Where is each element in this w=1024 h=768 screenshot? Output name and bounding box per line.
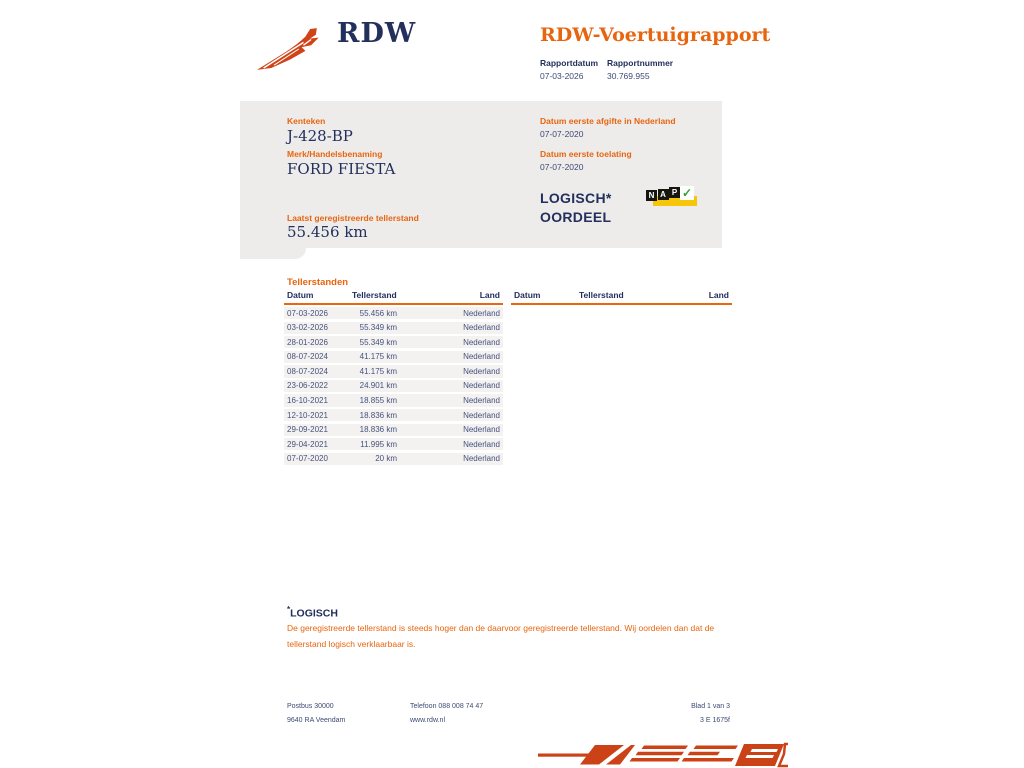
merk-value: FORD FIESTA: [287, 160, 396, 178]
tellerstanden-section-title: Tellerstanden: [287, 277, 349, 288]
table-cell: 55.456 km: [359, 308, 397, 318]
table-cell: 11.995 km: [360, 439, 397, 449]
table-cell: 20 km: [375, 454, 397, 464]
vehicle-summary-panel-tab: [240, 248, 306, 259]
table-cell: 18.836 km: [359, 425, 397, 435]
table-cell: Nederland: [463, 454, 500, 464]
table-cell: 29-09-2021: [287, 425, 328, 435]
table-cell: 16-10-2021: [287, 396, 328, 406]
table-cell: Nederland: [463, 323, 500, 333]
report-number-value: 30.769.955: [607, 71, 650, 81]
column-header-tellerstand: Tellerstand: [352, 290, 397, 300]
report-number-label: Rapportnummer: [607, 58, 674, 68]
table-cell: Nederland: [463, 366, 500, 376]
footer-address-line1: Postbus 30000: [287, 703, 334, 710]
nap-letter-n: N: [646, 190, 657, 201]
eerste-afgifte-label: Datum eerste afgifte in Nederland: [540, 116, 676, 126]
column-header-datum: Datum: [514, 290, 541, 300]
table-cell: 18.855 km: [359, 396, 397, 406]
table-cell: 18.836 km: [359, 410, 397, 420]
footer-page-number: Blad 1 van 3: [691, 703, 730, 710]
report-date-value: 07-03-2026: [540, 71, 584, 81]
oordeel-line1: LOGISCH*: [540, 190, 612, 206]
table-cell: 55.349 km: [359, 337, 397, 347]
column-header-datum: Datum: [287, 290, 314, 300]
table-cell: 08-07-2024: [287, 366, 328, 376]
eerste-toelating-value: 07-07-2020: [540, 162, 584, 172]
kenteken-value: J-428-BP: [287, 127, 353, 145]
table-header-row: [511, 290, 732, 305]
laatste-tellerstand-value: 55.456 km: [287, 223, 368, 241]
table-cell: Nederland: [463, 337, 500, 347]
report-date-label: Rapportdatum: [540, 58, 599, 68]
table-cell: 29-04-2021: [287, 439, 328, 449]
table-row: [284, 365, 503, 377]
tellerstanden-table-left: [284, 290, 503, 467]
table-cell: Nederland: [463, 439, 500, 449]
table-body: [284, 307, 503, 465]
table-cell: Nederland: [463, 381, 500, 391]
table-cell: 12-10-2021: [287, 410, 328, 420]
table-cell: Nederland: [463, 396, 500, 406]
table-cell: 08-07-2024: [287, 352, 328, 362]
rdw-bird-logo-icon: [256, 26, 332, 72]
table-cell: Nederland: [463, 410, 500, 420]
table-row: [284, 322, 503, 334]
column-header-land: Land: [708, 290, 729, 300]
footer-website: www.rdw.nl: [410, 717, 446, 724]
table-cell: Nederland: [463, 352, 500, 362]
table-row: [284, 424, 503, 436]
nap-letter-p: P: [669, 187, 680, 198]
nap-checkmark-icon: ✓: [681, 186, 693, 200]
eerste-toelating-label: Datum eerste toelating: [540, 149, 632, 159]
footer-phone: Telefoon 088 008 74 47: [410, 703, 484, 710]
table-cell: 24.901 km: [359, 381, 397, 391]
table-cell: 03-02-2026: [287, 323, 328, 333]
table-cell: 55.349 km: [359, 323, 397, 333]
table-row: [284, 351, 503, 363]
merk-label: Merk/Handelsbenaming: [287, 149, 383, 159]
column-header-land: Land: [479, 290, 500, 300]
nap-logo-icon: [646, 184, 698, 210]
table-header-row: [284, 290, 503, 305]
oordeel-text: [540, 189, 612, 227]
nap-letter-a: A: [658, 189, 669, 200]
laatste-tellerstand-label: Laatst geregistreerde tellerstand: [287, 213, 419, 223]
note-title-text: LOGISCH: [290, 607, 338, 620]
table-cell: 07-07-2020: [287, 454, 328, 464]
table-cell: 41.175 km: [359, 352, 397, 362]
table-cell: Nederland: [463, 425, 500, 435]
rdw-stripes-decoration-icon: [538, 742, 788, 768]
table-cell: 41.175 km: [359, 366, 397, 376]
table-row: [284, 409, 503, 421]
column-header-tellerstand: Tellerstand: [579, 290, 624, 300]
page-title: RDW-Voertuigrapport: [540, 24, 771, 46]
kenteken-label: Kenteken: [287, 116, 326, 126]
note-body: De geregistreerde tellerstand is steeds hoger dan de daarvoor geregistreerde tellerstand. Wij oordelen dan dat de tellerstand logisch verklaarbaar is.: [287, 623, 715, 649]
table-cell: 07-03-2026: [287, 308, 328, 318]
rdw-logo-text: RDW: [337, 18, 417, 49]
table-row: [284, 438, 503, 450]
table-cell: 28-01-2026: [287, 337, 328, 347]
footer-form-code: 3 E 1675f: [700, 717, 730, 724]
note-asterisk: *: [287, 605, 291, 614]
table-row: [284, 394, 503, 406]
note-title: [287, 605, 338, 620]
table-row: [284, 307, 503, 319]
table-cell: Nederland: [463, 308, 500, 318]
table-row: [284, 336, 503, 348]
table-cell: 23-06-2022: [287, 381, 328, 391]
footer-address-line2: 9640 RA Veendam: [287, 717, 346, 724]
tellerstanden-table-right: [511, 290, 732, 307]
table-row: [284, 453, 503, 465]
table-row: [284, 380, 503, 392]
eerste-afgifte-value: 07-07-2020: [540, 129, 584, 139]
oordeel-line2: OORDEEL: [540, 209, 612, 225]
